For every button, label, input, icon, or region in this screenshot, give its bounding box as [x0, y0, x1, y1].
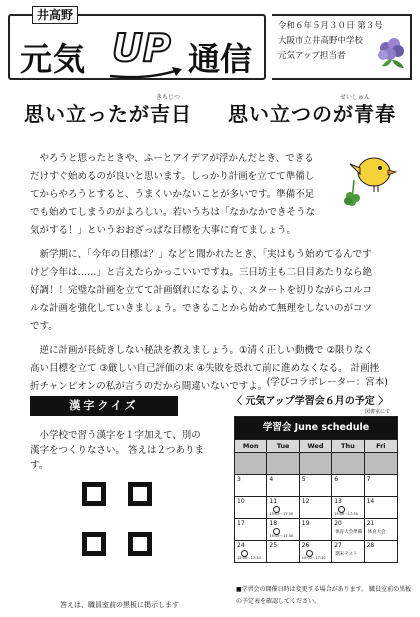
hydrangea-icon — [374, 36, 410, 74]
calendar-day — [332, 540, 364, 562]
author-name: 元気アップ担当者 — [278, 51, 346, 61]
calendar-day — [300, 518, 332, 540]
calendar-day — [267, 496, 299, 518]
day-number: 20 — [334, 520, 342, 527]
day-number: 27 — [334, 542, 342, 549]
session-time: 15:00〜17:30 — [334, 512, 358, 516]
day-number: 4 — [269, 476, 274, 483]
calendar-day — [332, 474, 364, 496]
calendar-day — [235, 540, 267, 562]
event-label: 体育大会準備 — [335, 530, 363, 535]
issue-date: 令和６年５月３０日 第３号 — [278, 21, 383, 31]
schedule-note: ■学習会の開催日時は変更する場合があります。 職員室前の黒板の予定表を確認してください。 — [236, 586, 412, 605]
calendar-day — [235, 496, 267, 518]
calendar-weekdays — [235, 439, 397, 452]
quiz-square — [82, 482, 106, 506]
calendar-day — [235, 452, 267, 474]
calendar-day — [365, 452, 397, 474]
title-right-ruby: せいしゅん — [340, 94, 371, 101]
school-tag: 井高野 — [32, 6, 78, 24]
school-name: 大阪市立井高野中学校 — [278, 36, 364, 46]
calendar-day — [300, 496, 332, 518]
calendar-day — [300, 452, 332, 474]
calendar-grid — [235, 452, 397, 562]
logo-tsushin: 通信 — [188, 40, 253, 78]
calendar-day — [300, 540, 332, 562]
calendar-day — [365, 540, 397, 562]
calendar-day — [267, 540, 299, 562]
weekday-label: Wed — [300, 440, 332, 452]
calendar-day — [332, 452, 364, 474]
title-left: 思い立ったが吉日 — [24, 102, 193, 126]
calendar-day — [267, 474, 299, 496]
session-time: 15:00〜17:30 — [269, 512, 294, 516]
weekday-label: Tue — [267, 440, 299, 452]
calendar-day — [300, 474, 332, 496]
calendar-day — [365, 496, 397, 518]
swoosh-arrow-icon — [108, 66, 186, 80]
day-number: 24 — [237, 542, 245, 549]
calendar-day — [235, 474, 267, 496]
article-title — [0, 98, 420, 127]
day-number: 11 — [269, 498, 278, 505]
weekday-label: Mon — [235, 440, 267, 452]
paragraph-1: やろうと思ったときや、ふーとアイデアが浮かんだとき、できるだけすぐ始めるのが良いと思います。しっかり計画を立てて準備してからやろうとすると、うまくいかないことが多いです。準備不足でも始めてしまうのがよろしい。若いうちは「なかなかできそうな気がする！」というおおざっぱな目標を大事に育てましょう。 — [30, 153, 316, 236]
day-number: 18 — [269, 520, 278, 527]
calendar-day — [332, 496, 364, 518]
quiz-heading: 漢字クイズ — [30, 396, 178, 416]
quiz-square — [82, 532, 106, 556]
day-number: 26 — [301, 542, 310, 549]
logo-up: UP — [112, 26, 171, 70]
paragraph-2: 新学期に、「今年の目標は？」などと聞かれたとき、「実はもう始めてるんですけど今年は……」と言えたらかっこいいですね。三日坊主も二日目あたりなら絶好調！！完璧な計画を立てて計画倒れになるより、スタートを切りながらコルコルな計画を強化していきましょう。できることから始めて無理をしないのがコツです。 — [30, 249, 373, 332]
newsletter-header — [8, 6, 412, 84]
day-number: 10 — [237, 498, 245, 505]
logo-genki: 元気 — [20, 40, 87, 78]
schedule-calendar — [234, 416, 398, 563]
calendar-day — [365, 518, 397, 540]
weekday-label: Thu — [332, 440, 364, 452]
day-number: 25 — [269, 542, 278, 549]
schedule-location: 図書室にて — [364, 409, 390, 415]
article-credit: (学びコラボレーター：宮本) — [266, 377, 388, 388]
day-number: 7 — [366, 476, 371, 483]
day-number: 19 — [301, 520, 310, 527]
calendar-day — [332, 518, 364, 540]
day-number: 21 — [366, 520, 375, 527]
session-time: 15:00〜17:30 — [301, 556, 326, 560]
paragraph-3: 逆に計画が長続きしない秘訣を教えましょう。①清く正しい動機で ②限りなく高い目標を立て ③厳しい自己評価の末 ④失敗を恐れて前に進めなくなる。 計画挫折チャンピオンの私が言うのだから間違いないですよ。 — [30, 345, 380, 392]
day-number: 12 — [301, 498, 310, 505]
calendar-day — [267, 452, 299, 474]
session-time: 15:00〜17:30 — [237, 556, 261, 560]
weekday-label: Fri — [376, 442, 386, 450]
day-number: 28 — [366, 542, 375, 549]
schedule-title: 〈 元気アップ学習会６月の予定 〉 — [232, 396, 389, 407]
day-number: 14 — [366, 498, 375, 505]
article-body — [30, 150, 380, 402]
day-number: 13 — [334, 498, 342, 505]
calendar-day — [365, 474, 397, 496]
title-right: 思い立つのが青春 — [227, 102, 396, 126]
quiz-footer: 答えは、職員室前の黒板に掲示します — [60, 601, 179, 609]
day-number: 6 — [334, 476, 339, 483]
quiz-kanji-figure — [80, 480, 160, 562]
calendar-day — [267, 518, 299, 540]
calendar-title: 学習会 June schedule — [235, 417, 397, 439]
event-label: 期末テスト — [335, 552, 358, 557]
session-time: 15:00〜17:30 — [269, 534, 294, 538]
event-label: 体育大会 — [367, 530, 386, 535]
quiz-square — [128, 532, 152, 556]
day-number: 5 — [301, 476, 306, 483]
title-left-ruby: きちじつ — [156, 94, 181, 101]
calendar-day — [235, 518, 267, 540]
quiz-instructions: 小学校で習う漢字を１字加えて、別の漢字をつくりなさい。 答えは２つあります。 — [30, 430, 205, 471]
quiz-square — [128, 482, 152, 506]
day-number: 3 — [237, 476, 241, 483]
day-number: 17 — [237, 520, 245, 527]
